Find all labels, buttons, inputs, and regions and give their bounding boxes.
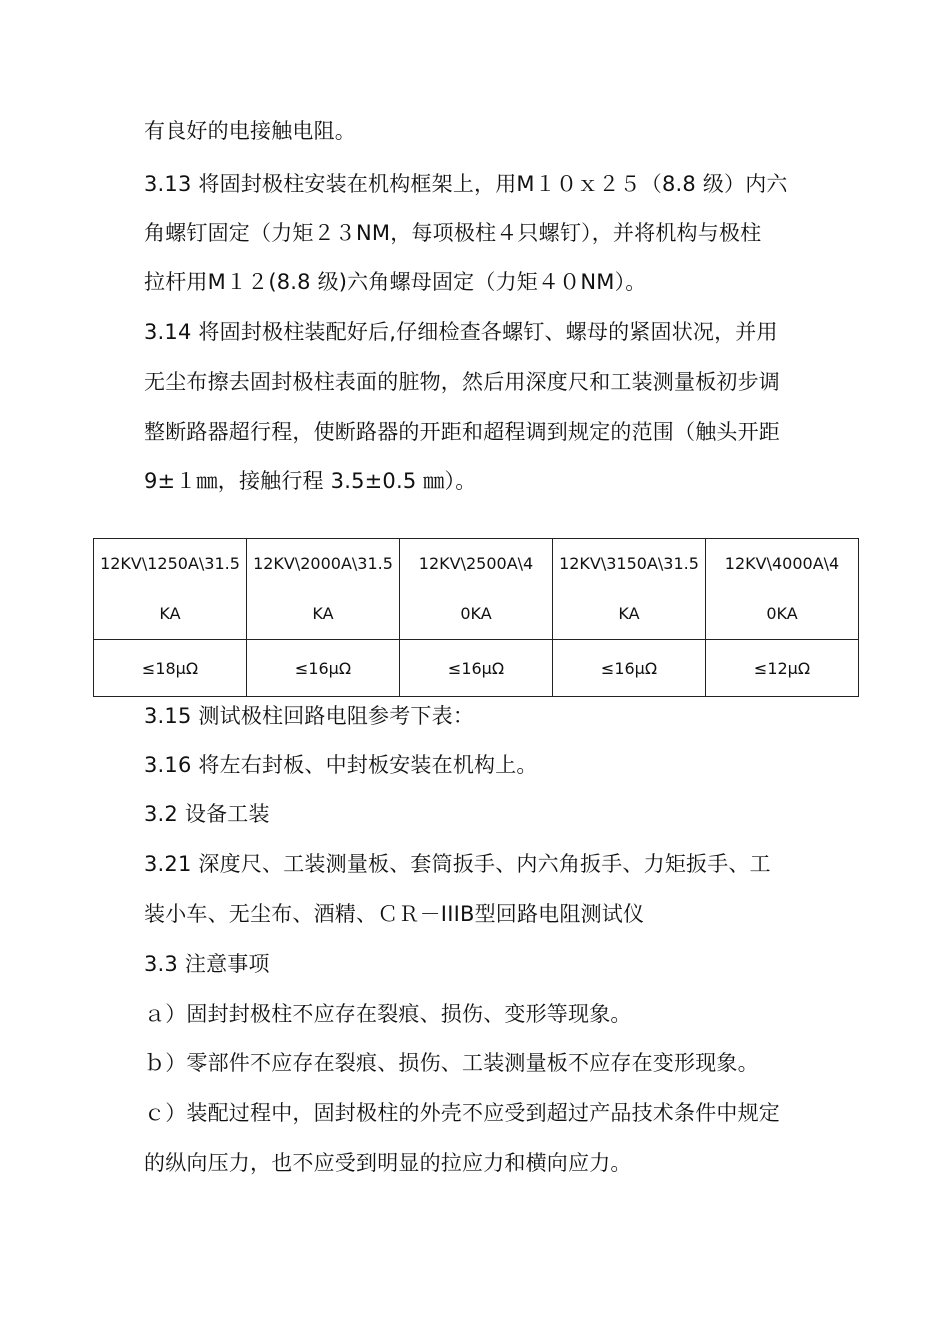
table-value-cell: ≤16μΩ: [247, 640, 400, 697]
text-line: 3.16 将左右封板、中封板安装在机构上。: [144, 753, 538, 777]
text-line: 3.13 将固封极柱安装在机构框架上，用M１０ｘ２５（8.8 级）内六: [144, 172, 788, 196]
text-line: 无尘布擦去固封极柱表面的脏物，然后用深度尺和工装测量板初步调: [144, 370, 780, 394]
header-line-1: 12KV\1250A\31.5: [100, 554, 240, 573]
list-item: ｃ）装配过程中，固封极柱的外壳不应受到超过产品技术条件中规定: [144, 1101, 780, 1125]
table-header-cell: [247, 539, 400, 640]
table-value-cell: ≤18μΩ: [94, 640, 247, 697]
text-line: 角螺钉固定（力矩２３NM，每项极柱４只螺钉），并将机构与极柱: [144, 221, 762, 245]
header-line-1: 12KV\2000A\31.5: [253, 554, 393, 573]
text-line: 整断路器超行程，使断路器的开距和超程调到规定的范围（触头开距: [144, 420, 780, 444]
text-line: 3.15 测试极柱回路电阻参考下表：: [144, 704, 475, 728]
header-line-2: KA: [618, 604, 640, 623]
text-line: 拉杆用M１２(8.8 级)六角螺母固定（力矩４０NM）。: [144, 270, 647, 294]
table-header-cell: [553, 539, 706, 640]
header-line-1: 12KV\4000A\4: [724, 554, 840, 573]
text-line: 3.14 将固封极柱装配好后,仔细检查各螺钉、螺母的紧固状况，并用: [144, 320, 778, 344]
header-line-2: 0KA: [766, 604, 798, 623]
header-line-2: KA: [159, 604, 181, 623]
table-value-cell: ≤16μΩ: [400, 640, 553, 697]
table-value-cell: ≤16μΩ: [553, 640, 706, 697]
table-header-row: [94, 539, 859, 640]
text-line: 的纵向压力，也不应受到明显的拉应力和横向应力。: [144, 1151, 632, 1175]
text-line: 装小车、无尘布、酒精、ＣＲ－ⅠⅠⅠB型回路电阻测试仪: [144, 902, 645, 926]
header-line-2: KA: [312, 604, 334, 623]
list-item: ａ）固封封极柱不应存在裂痕、损伤、变形等现象。: [144, 1002, 632, 1026]
section-heading: 3.2 设备工装: [144, 802, 270, 826]
header-line-1: 12KV\3150A\31.5: [559, 554, 699, 573]
section-heading: 3.3 注意事项: [144, 952, 270, 976]
resistance-table: [93, 538, 859, 697]
header-line-2: 0KA: [460, 604, 492, 623]
header-line-1: 12KV\2500A\4: [418, 554, 534, 573]
text-line: 有良好的电接触电阻。: [144, 119, 356, 143]
table-header-cell: [400, 539, 553, 640]
list-item: ｂ）零部件不应存在裂痕、损伤、工装测量板不应存在变形现象。: [144, 1051, 759, 1075]
text-line: 3.21 深度尺、工装测量板、套筒扳手、内六角扳手、力矩扳手、工: [144, 852, 771, 876]
table-value-cell: ≤12μΩ: [706, 640, 859, 697]
table-value-row: [94, 640, 859, 697]
table-header-cell: [706, 539, 859, 640]
text-line: 9±１㎜，接触行程 3.5±0.5 ㎜）。: [144, 469, 477, 493]
table-header-cell: [94, 539, 247, 640]
